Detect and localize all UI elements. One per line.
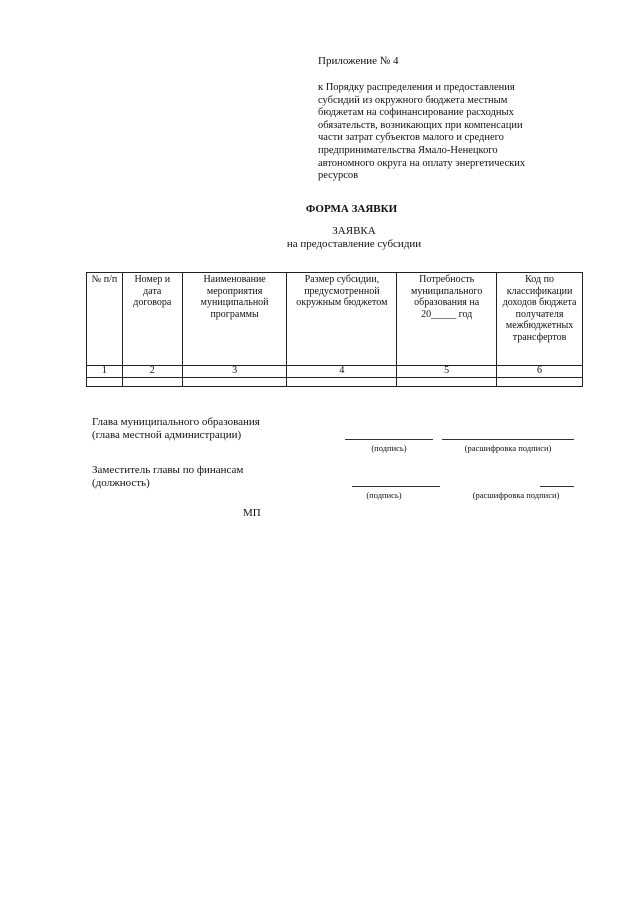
table-row bbox=[87, 378, 583, 387]
appendix-title: Приложение № 4 bbox=[318, 55, 399, 67]
column-number: 6 bbox=[497, 366, 583, 378]
table-cell bbox=[397, 378, 497, 387]
appendix-line: к Порядку распределения и предоставления bbox=[318, 82, 515, 93]
table-cell bbox=[497, 378, 583, 387]
appendix-line: субсидий из окружного бюджета местным bbox=[318, 94, 508, 106]
head-signature-caption: (подпись) bbox=[371, 443, 407, 453]
application-subtitle: на предоставление субсидии bbox=[286, 238, 422, 250]
deputy-decoding-caption: (расшифровка подписи) bbox=[472, 490, 560, 500]
header-number: № п/п bbox=[87, 273, 123, 366]
appendix-line: предпринимательства Ямало-Ненецкого bbox=[318, 144, 498, 156]
application-table bbox=[86, 272, 583, 387]
deputy-signature-caption: (подпись) bbox=[366, 490, 402, 500]
appendix-line: бюджетам на софинансирование расходных bbox=[318, 107, 514, 119]
form-title: ФОРМА ЗАЯВКИ bbox=[305, 203, 398, 215]
column-number: 4 bbox=[287, 366, 397, 378]
column-number: 1 bbox=[87, 366, 123, 378]
appendix-line: ресурсов bbox=[318, 170, 359, 182]
table-cell bbox=[287, 378, 397, 387]
column-number: 5 bbox=[397, 366, 497, 378]
header-code: Код по классификации доходов бюджета получателя межбюджетных трансфертов bbox=[497, 273, 583, 366]
column-number: 3 bbox=[182, 366, 287, 378]
header-event: Наименование мероприятия муниципальной программы bbox=[182, 273, 287, 366]
appendix-description bbox=[318, 82, 598, 183]
column-number: 2 bbox=[122, 366, 182, 378]
header-contract: Номер и дата договора bbox=[122, 273, 182, 366]
table-cell bbox=[182, 378, 287, 387]
deputy-decoding-line bbox=[540, 486, 574, 487]
head-decoding-line bbox=[442, 439, 574, 440]
table-header-row bbox=[87, 273, 583, 366]
deputy-label: Заместитель главы по финансам bbox=[92, 464, 244, 476]
deputy-label-note: (должность) bbox=[92, 477, 150, 489]
header-need: Потребность муниципального образования на 20_____ год bbox=[397, 273, 497, 366]
table-cell bbox=[122, 378, 182, 387]
head-decoding-caption: (расшифровка подписи) bbox=[464, 443, 552, 453]
appendix-line: автономного округа на оплату энергетических bbox=[318, 157, 526, 169]
table-row bbox=[87, 366, 583, 378]
header-subsidy-size: Размер субсидии, предусмотренной окружным бюджетом bbox=[287, 273, 397, 366]
application-title: ЗАЯВКА bbox=[332, 225, 376, 237]
head-label: Глава муниципального образования bbox=[92, 416, 260, 428]
appendix-line: части затрат субъектов малого и среднего bbox=[318, 132, 504, 144]
stamp-place: МП bbox=[243, 507, 261, 519]
head-signature-line bbox=[345, 439, 433, 440]
deputy-signature-line bbox=[352, 486, 440, 487]
appendix-line: обязательств, возникающих при компенсации bbox=[318, 119, 523, 131]
table-cell bbox=[87, 378, 123, 387]
head-label-note: (глава местной администрации) bbox=[92, 429, 242, 441]
